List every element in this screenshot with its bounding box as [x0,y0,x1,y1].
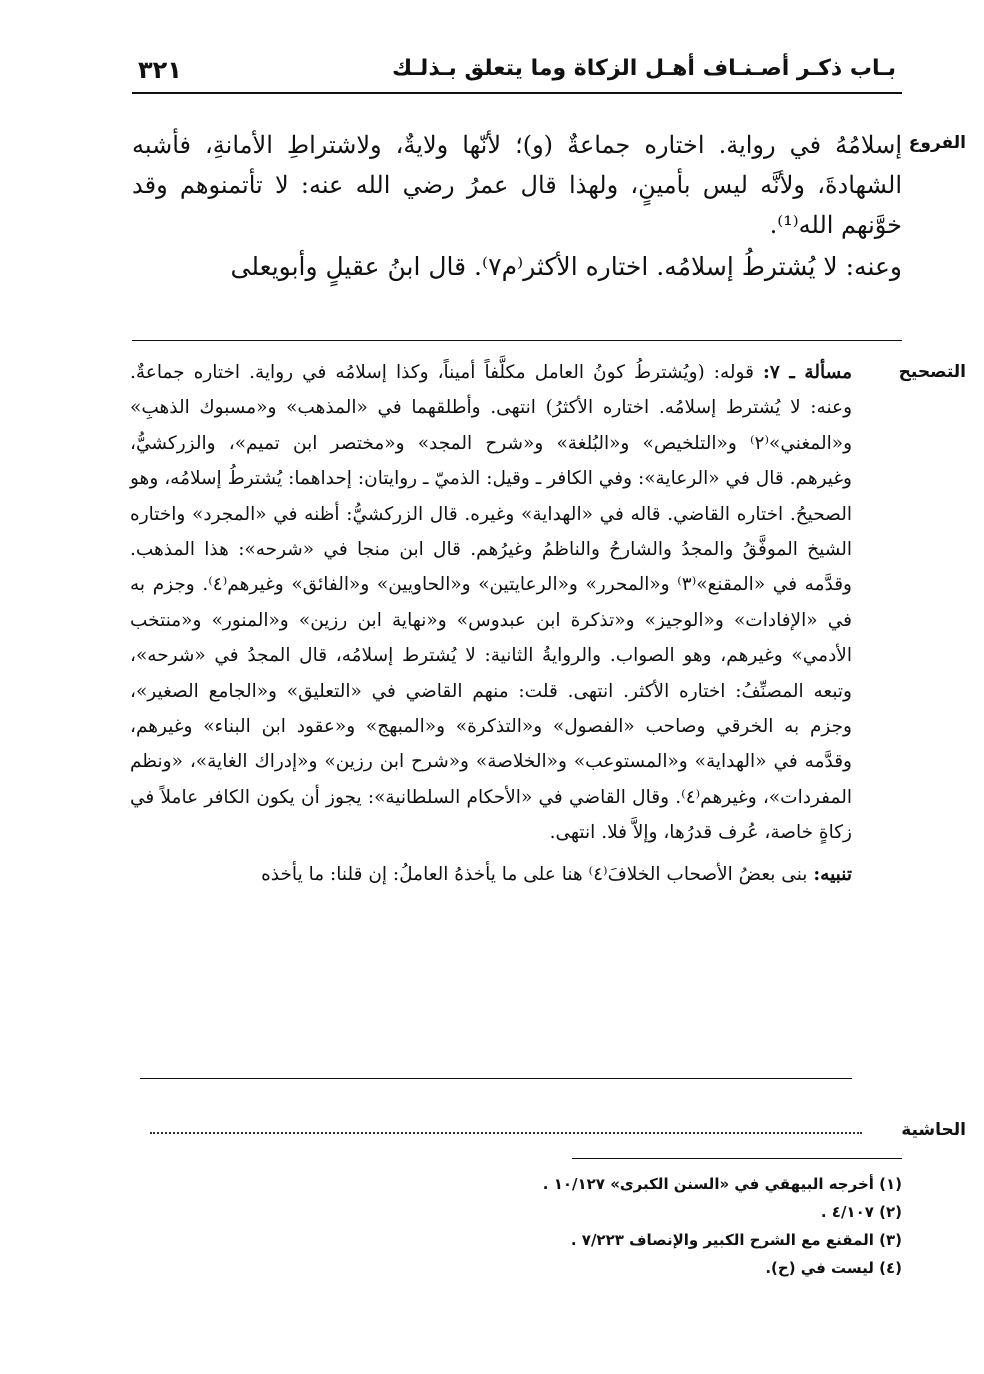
furu-label: الفروع [908,133,966,153]
tanbih-paragraph [130,857,852,892]
main-paragraph: إسلامُهُ في رواية. اختاره جماعةٌ (و)؛ لأنّها ولايةٌ، ولاشتراطِ الأمانةِ، فأشبه الشهادةَ، ولأنَّه ليس بأمينٍ، ولهذا قال عمرُ رضي الله عنه: لا تأتمنوهم وقد خوَّنهم الله⁽¹⁾. [132,131,902,239]
footnote-1: (١) أخرجه البيهقي في «السنن الكبرى» ١٠/١٢٧ . [542,1175,902,1193]
running-header [132,52,902,94]
hashiya-label: الحاشية [901,1120,966,1140]
tashih-body: قوله: (ويُشترطُ كونُ العامل مكلَّفاً أميناً، وكذا إسلامُه في رواية. اختاره جماعةٌ. وعنه: لا يُشترط إسلامُه. اختاره الأكثرُ) انتهى. وأطلقهما في «المذهب» و«مسبوك الذهبِ» و«المغني»⁽٢⁾ و«التلخيص» و«البُلغة» و«شرح المجد» و«مختصر ابن تميم»، والزركشيُّ، وغيرهم. قال في «الرعاية»: وفي الكافر ـ وقيل: الذميّ ـ روايتان: إحداهما: يُشترطُ إسلامُه، وهو الصحيحُ. اختاره القاضي. قاله في «الهداية» وغيره. قال الزركشيُّ: أظنه في «المجرد» واختاره الشيخ الموفَّقُ والمجدُ والشارحُ والناظمُ وغيرُهم. قال ابن منجا في «شرحه»: هذا المذهب. وقدَّمه في «المقنع»⁽٣⁾ و«المحرر» و«الرعايتين» و«الحاويين» و«الفائق» وغيرهم⁽٤⁾. وجزم به في «الإفادات» و«الوجيز» و«تذكرة ابن عبدوس» و«نهاية ابن رزين» و«المنور» و«منتخب الأدمي» وغيرهم، وهو الصواب. والروايةُ الثانية: لا يُشترط إسلامُه، قال المجدُ في «شرحه»، وتبعه المصنِّفُ: اختاره الأكثر. انتهى. قلت: منهم القاضي في «التعليق» و«الجامع الصغير»، وجزم به الخرقي وصاحب «الفصول» و«التذكرة» و«المبهج» و«عقود ابن البناء» وغيرهم، وقدَّمه في «الهداية» و«المستوعب» و«الخلاصة» و«شرح ابن رزين» و«إدراك الغاية»، «ونظم المفردات»، وغيرهم⁽٤⁾. وقال القاضي في «الأحكام السلطانية»: يجوز أن يكون الكافر عاملاً في زكاةٍ خاصة، عُرف قدرُها، وإلاَّ فلا. انتهى. [130,362,853,844]
chapter-title: بـاب ذكـر أصـنـاف أهـل الزكاة وما يتعلق بـذلـك [392,56,896,81]
footnote-3: (٣) المقنع مع الشرح الكبير والإنصاف ٧/٢٢٣ . [570,1231,902,1249]
tanbih-heading: تنبيه: [813,863,852,885]
footnotes [202,1170,902,1282]
footnote-4: (٤) ليست في (ح). [765,1259,902,1277]
masala-heading: مسألة ـ ٧: [763,362,853,383]
page-number: ٣٢١ [138,56,182,84]
tashih-label: التصحيح [898,362,966,382]
tashih-paragraph [130,355,852,851]
footnote-2: (٢) ٤/١٠٧ . [820,1203,902,1221]
section-divider [132,340,902,341]
hashiya-dotted-line [150,1132,862,1134]
tashih-text [130,355,852,892]
main-text [132,125,902,287]
tanbih-underline [140,1078,852,1079]
tanbih-body: بنى بعضُ الأصحاب الخلافَ⁽٤⁾ هنا على ما يأخذهُ العاملُ: إن قلنا: ما يأخذه [261,863,808,885]
footnote-rule [572,1158,902,1159]
main-continuation: وعنه: لا يُشترطُ إسلامُه. اختاره الأكثر⁽م٧⁾. قال ابنُ عقيلٍ وأبويعلى [230,252,902,281]
